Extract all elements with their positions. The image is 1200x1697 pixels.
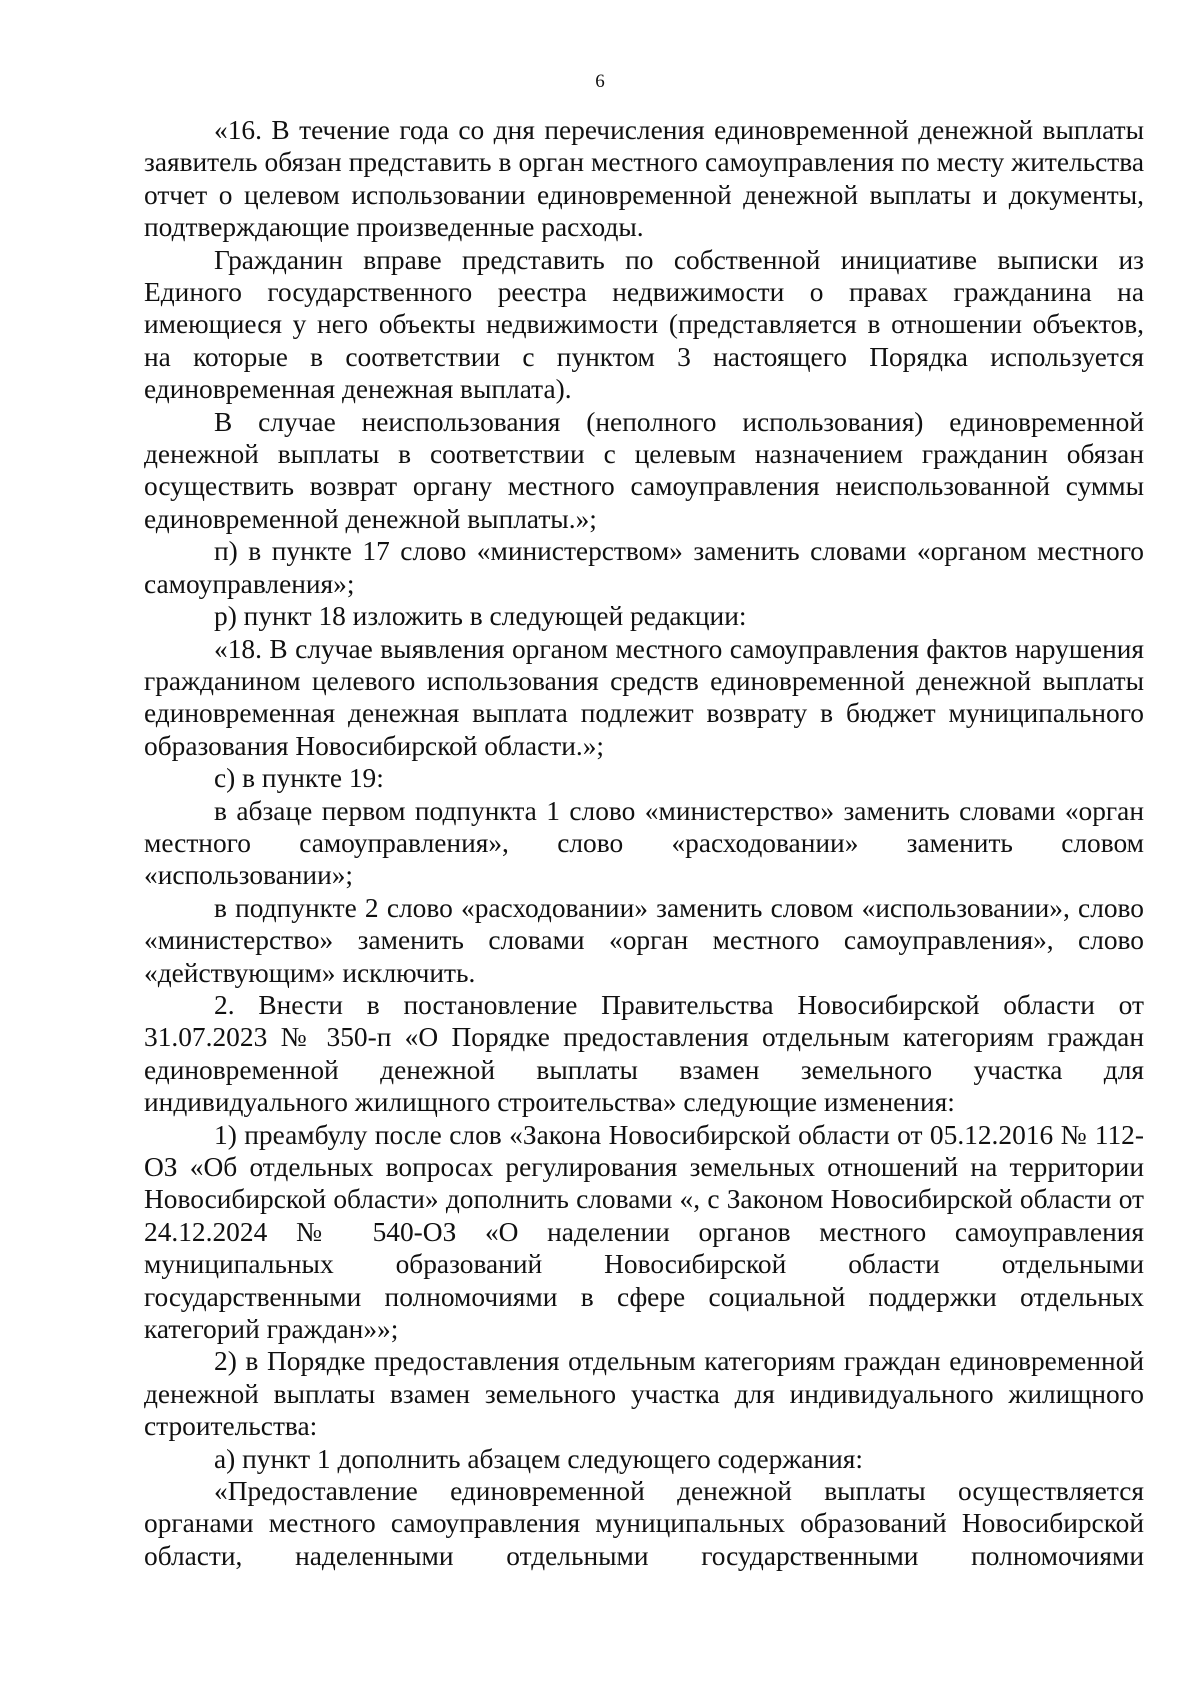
document-body (144, 114, 1144, 1572)
paragraph-item-1-addition: а) пункт 1 дополнить абзацем следующего содержания: (214, 1443, 863, 1474)
paragraph-registry-extract: Гражданин вправе представить по собственной инициативе выписки из Единого государственного реестра недвижимости о правах гражданина на имеющиеся у него объекты недвижимости (представляется в отношении объектов, на которые в соответствии с пунктом 3 настоящего Порядка используется единовременная денежная выплата). (144, 244, 1144, 405)
paragraph-item-18: «18. В случае выявления органом местного самоуправления фактов нарушения гражданином целевого использования средств единовременной денежной выплаты единовременная денежная выплата подлежит возврату в бюджет муниципального образования Новосибирской области.»; (144, 633, 1144, 761)
paragraph-subitem-1: в абзаце первом подпункта 1 слово «министерство» заменить словами «орган местного самоуправления», слово «расходовании» заменить словом «использовании»; (144, 795, 1144, 891)
paragraph-item-16-report: «16. В течение года со дня перечисления единовременной денежной выплаты заявитель обязан представить в орган местного самоуправления по месту жительства отчет о целевом использовании единовременной денежной выплаты и документы, подтверждающие произведенные расходы. (144, 115, 1144, 243)
page-number: 6 (595, 71, 605, 92)
paragraph-section-2: 2. Внести в постановление Правительства Новосибирской области от 31.07.2023 № 350-п «О Порядке предоставления отдельным категориям граждан единовременной денежной выплаты взамен земельного участка для индивидуального жилищного строительства» следующие изменения: (144, 989, 1144, 1118)
paragraph-subitem-2: в подпункте 2 слово «расходовании» заменить словом «использовании», слово «министерство» заменить словами «орган местного самоуправления», слово «действующим» исключить. (144, 892, 1144, 988)
paragraph-amendment-p: п) в пункте 17 слово «министерством» заменить словами «органом местного самоуправления»; (144, 536, 1144, 599)
paragraph-preamble-change: 1) преамбулу после слов «Закона Новосибирской области от 05.12.2016 № 112-ОЗ «Об отдельных вопросах регулирования земельных отношений на территории Новосибирской области» дополнить словами «, с Законом Новосибирской области от 24.12.2024 № 540-ОЗ «О наделении органов местного самоуправления муниципальных образований Новосибирской области отдельными государственными полномочиями в сфере социальной поддержки отдельных категорий граждан»»; (144, 1119, 1144, 1345)
paragraph-amendment-s: с) в пункте 19: (214, 763, 384, 794)
paragraph-procedure-change: 2) в Порядке предоставления отдельным категориям граждан единовременной денежной выплаты взамен земельного участка для индивидуального жилищного строительства: (144, 1346, 1144, 1442)
paragraph-refund-obligation: В случае неиспользования (неполного использования) единовременной денежной выплаты в соответствии с целевым назначением гражданин обязан осуществить возврат органу местного самоуправления неиспользованной суммы единовременной денежной выплаты.»; (144, 406, 1144, 534)
paragraph-amendment-r: р) пункт 18 изложить в следующей редакции: (214, 601, 747, 632)
paragraph-new-text: «Предоставление единовременной денежной выплаты осуществляется органами местного самоуправления муниципальных образований Новосибирской области, наделенными отдельными государственными полномочиями (144, 1476, 1144, 1571)
